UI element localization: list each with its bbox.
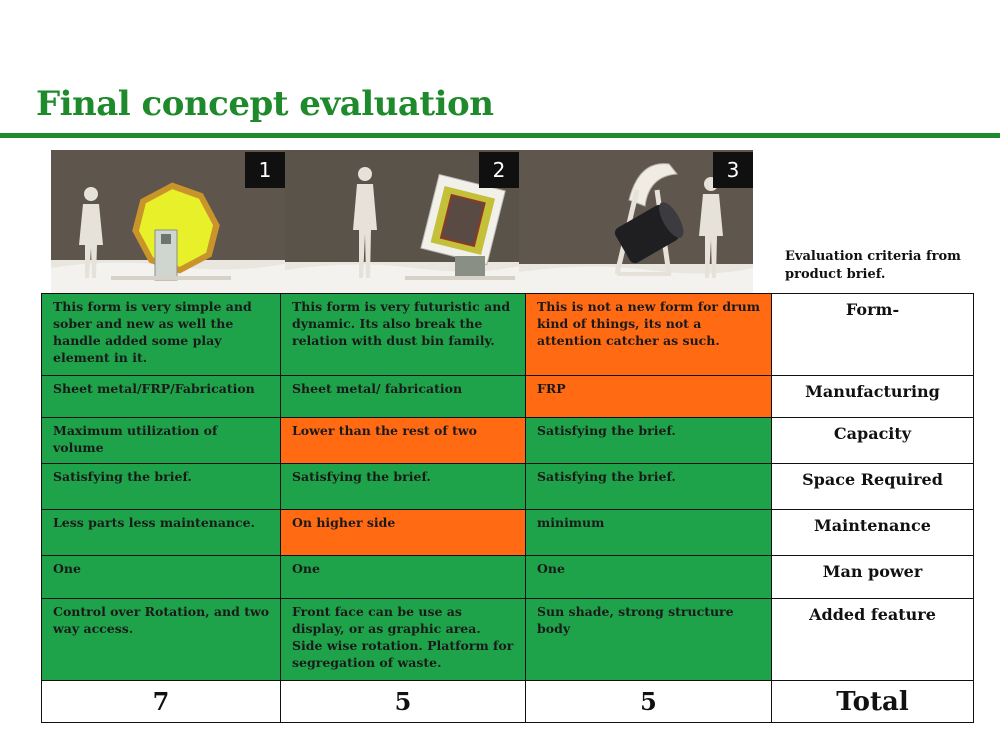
evaluation-table-body [42,294,974,723]
concept-3-cell [526,376,772,418]
cell-text: One [292,561,320,576]
criterion-label: Maintenance [814,516,931,535]
table-row [42,418,974,464]
concept-3-cell [526,418,772,464]
concept-2-cell [281,418,526,464]
cell-text: Satisfying the brief. [53,469,192,484]
criterion-label: Manufacturing [805,382,940,401]
table-row [42,599,974,681]
concept-2-cell [281,376,526,418]
concept-photo-1 [51,150,285,295]
table-row [42,464,974,510]
criterion-cell [772,376,974,418]
criteria-note: Evaluation criteria from product brief. [785,249,961,282]
concept-3-total: 5 [526,681,772,723]
cell-text: One [537,561,565,576]
cell-text: On higher side [292,515,396,530]
cell-text: Satisfying the brief. [537,469,676,484]
concept-2-total: 5 [281,681,526,723]
criterion-cell [772,510,974,556]
table-row [42,556,974,599]
cell-text: Front face can be use as display, or as graphic area. Side wise rotation. Platform for segregation of waste. [292,604,514,670]
cell-text: This form is very futuristic and dynamic. Its also break the relation with dust bin family. [292,299,511,348]
evaluation-table [41,293,974,723]
concept-photo-2 [285,150,519,295]
concept-1-cell [42,510,281,556]
concept-2-cell [281,294,526,376]
cell-text: Maximum utilization of volume [53,423,218,455]
criterion-label: Man power [822,562,923,581]
total-label: Total [772,681,974,723]
concept-1-cell [42,376,281,418]
concept-photo-3 [519,150,753,295]
criterion-label: Added feature [809,605,936,624]
concept-1-cell [42,464,281,510]
cell-text: minimum [537,515,605,530]
concept-3-cell [526,464,772,510]
criterion-label: Space Required [802,470,943,489]
concept-1-cell [42,556,281,599]
table-row [42,510,974,556]
cell-text: Lower than the rest of two [292,423,477,438]
cell-text: Control over Rotation, and two way access. [53,604,270,636]
concept-2-cell [281,556,526,599]
concept-3-cell [526,294,772,376]
criterion-cell [772,599,974,681]
page-title: Final concept evaluation [36,84,494,124]
cell-text: Satisfying the brief. [537,423,676,438]
concept-3-cell [526,510,772,556]
concept-3-cell [526,556,772,599]
cell-text: Sheet metal/ fabrication [292,381,463,396]
concept-2-cell [281,510,526,556]
cell-text: This is not a new form for drum kind of things, its not a attention catcher as such. [537,299,760,348]
concept-number-1: 1 [245,152,285,188]
criterion-cell [772,418,974,464]
concept-1-total: 7 [42,681,281,723]
concept-number-2: 2 [479,152,519,188]
cell-text: This form is very simple and sober and new as well the handle added some play element in it. [53,299,252,365]
criterion-cell [772,464,974,510]
concept-photo-strip [51,150,753,295]
concept-1-cell [42,418,281,464]
concept-number-3: 3 [713,152,753,188]
criterion-cell [772,294,974,376]
cell-text: Satisfying the brief. [292,469,431,484]
concept-1-cell [42,599,281,681]
concept-1-cell [42,294,281,376]
criterion-label: Form- [845,300,900,319]
concept-3-cell [526,599,772,681]
cell-text: Sun shade, strong structure body [537,604,734,636]
cell-text: Less parts less maintenance. [53,515,255,530]
criterion-label: Capacity [833,424,912,443]
concept-2-cell [281,599,526,681]
table-row [42,376,974,418]
cell-text: FRP [537,381,566,396]
cell-text: One [53,561,81,576]
table-row [42,294,974,376]
cell-text: Sheet metal/FRP/Fabrication [53,381,255,396]
criterion-cell [772,556,974,599]
title-divider [0,133,1000,138]
concept-2-cell [281,464,526,510]
totals-row [42,681,974,723]
